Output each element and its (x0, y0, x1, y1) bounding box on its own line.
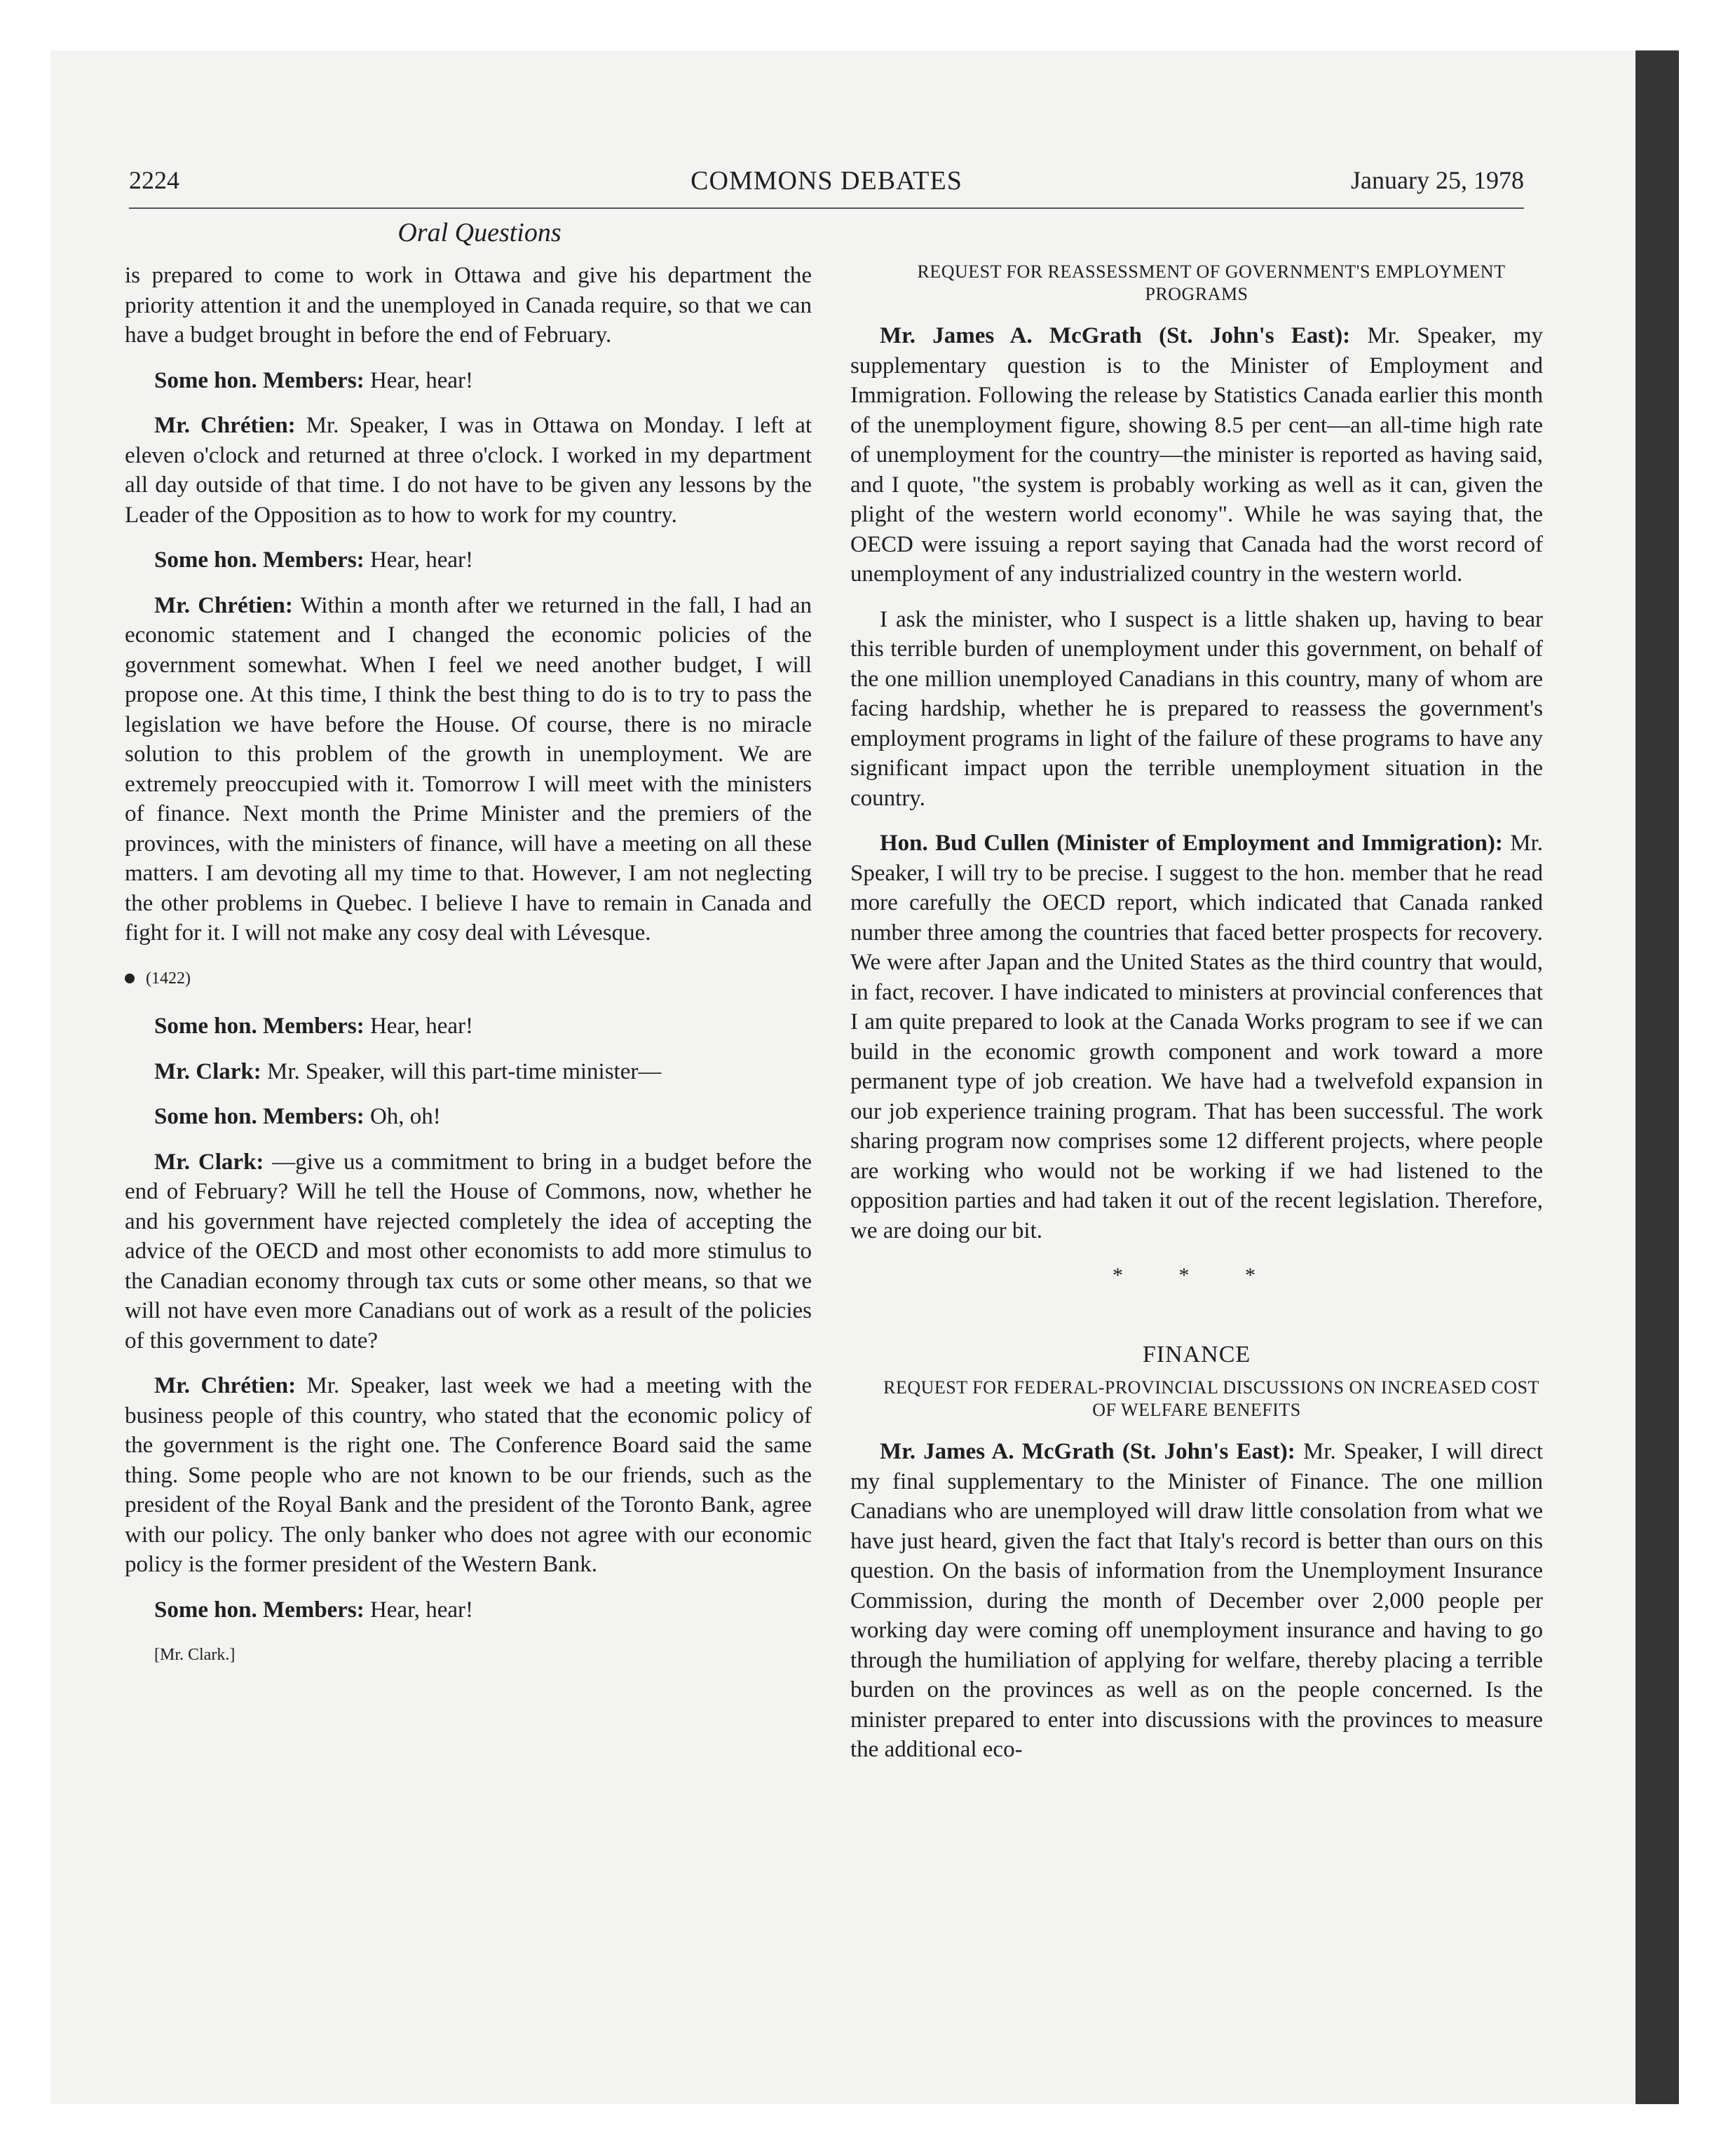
speaker-name: Mr. Clark: (154, 1149, 264, 1175)
speaker-footer-tag: [Mr. Clark.] (154, 1646, 236, 1664)
speaker-name: Mr. Clark: (154, 1058, 261, 1084)
speech-text: Mr. Speaker, last week we had a meeting with the business people of this country, who stated that the economic policy of the government is the right one. The Conference Board said the same thing. Some people who are not known to be our friends, such as the president of the Royal Bank and the president of the Toronto Bank, agree with our policy. The only banker who does not agree with our economic policy is the former president of the Western Bank. (125, 1373, 812, 1577)
right-column (850, 261, 1543, 1780)
speaker-name: Mr. Chrétien: (154, 413, 296, 438)
section-divider: * * * (1113, 1264, 1281, 1287)
speech-text: Mr. Speaker, I will try to be precise. I suggest to the hon. member that he read more carefully the OECD report, which indicated that Canada ranked number three among the countries that faced better prospects for recovery. We were after Japan and the United States as the third country that would, in fact, recover. I have indicated to ministers at provincial conferences that I am quite prepared to look at the Canada Works program to see if we can build in the economic growth component and work toward a more permanent type of job creation. We have had a twelvefold expansion in our job experience training program. That has been successful. The work sharing program now comprises some 12 different projects, where people are working who would not be working if we had listened to the opposition parties and had taken it out of the recent legislation. Therefore, we are doing our bit. (850, 831, 1544, 1243)
speaker-name: Mr. James A. McGrath (St. John's East): (880, 323, 1351, 348)
paragraph (125, 591, 812, 948)
speech-text: Oh, oh! (364, 1104, 441, 1129)
speaker-name: Some hon. Members: (154, 547, 365, 573)
speech-text: Hear, hear! (364, 367, 474, 393)
scan-edge-bar (1635, 50, 1679, 2104)
speaker-name: Some hon. Members: (154, 367, 365, 393)
speaker-name: Mr. Chrétien: (154, 592, 293, 618)
speech-text: Mr. Speaker, will this part-time minister— (261, 1058, 662, 1084)
paragraph (850, 1437, 1543, 1765)
timestamp: (1422) (146, 969, 191, 988)
paragraph (125, 366, 812, 396)
paragraph (125, 1371, 812, 1580)
speaker-name: Mr. James A. McGrath (St. John's East): (880, 1439, 1295, 1464)
paragraph (125, 545, 812, 575)
subheading: REQUEST FOR FEDERAL-PROVINCIAL DISCUSSIONS ON INCREASED COST OF WELFARE BENEFITS (883, 1377, 1539, 1420)
page-date: January 25, 1978 (1351, 166, 1524, 194)
page-header (129, 165, 1524, 209)
paragraph (125, 1102, 812, 1132)
section-heading: FINANCE (1142, 1341, 1251, 1367)
speech-text: Hear, hear! (364, 547, 474, 573)
paragraph (125, 1147, 812, 1356)
paragraph: is prepared to come to work in Ottawa and give his department the priority attention it and the unemployed in Canada require, so that we can have a budget brought in before the end of February. (125, 263, 812, 348)
paragraph (125, 1011, 812, 1042)
publication-title: COMMONS DEBATES (690, 166, 962, 196)
paragraph (125, 411, 812, 530)
speech-text: Mr. Speaker, my supplementary question is to the Minister of Employment and Immigration. Following the release by Statistics Canada earlier this month of the unemployment figure, showing 8.5 per cent—an all-time high rate of unemployment for the country—the minister is reported as having said, and I quote, "the system is probably working as well as it can, given the plight of the western world economy". While he was saying that, the OECD were issuing a report saying that Canada had the worst record of unemployment of any industrialized country in the western world. (850, 323, 1543, 587)
speech-text: Mr. Speaker, I was in Ottawa on Monday. I left at eleven o'clock and returned at three o'clock. I worked in my department all day outside of that time. I do not have to be given any lessons by the Leader of the Opposition as to how to work for my country. (125, 413, 812, 528)
speech-text: Hear, hear! (364, 1014, 474, 1039)
speech-text: —give us a commitment to bring in a budget before the end of February? Will he tell the House of Commons, now, whether he and his government have rejected completely the idea of accepting the advice of the OECD and most other economists to add more stimulus to the Canadian economy through tax cuts or some other means, so that we will not have even more Canadians out of work as a result of the policies of this government to date? (125, 1149, 812, 1353)
left-column (125, 261, 812, 1686)
speech-text: Within a month after we returned in the fall, I had an economic statement and I changed the economic policies of the government somewhat. When I feel we need another budget, I will propose one. At this time, I think the best thing to do is to try to pass the legislation we have before the House. Of course, there is no miracle solution to this problem of the growth in unemployment. We are extremely preoccupied with it. Tomorrow I will meet with the ministers of finance. Next month the Prime Minister and the premiers of the provinces, with the ministers of finance, will have a meeting on all these matters. I am devoting all my time to that. However, I am not neglecting the other problems in Quebec. I believe I have to remain in Canada and fight for it. I will not make any cosy deal with Lévesque. (125, 592, 812, 946)
paragraph (125, 1057, 812, 1087)
speaker-name: Some hon. Members: (154, 1597, 365, 1623)
speaker-name: Mr. Chrétien: (154, 1373, 297, 1398)
bullet-icon (125, 974, 135, 983)
speaker-name: Some hon. Members: (154, 1104, 365, 1129)
paragraph (850, 828, 1543, 1246)
speaker-name: Hon. Bud Cullen (Minister of Employment and Immigration): (880, 831, 1503, 856)
paragraph (125, 1595, 812, 1625)
paragraph (850, 321, 1543, 589)
timestamp-marker (125, 964, 812, 994)
speech-text: Mr. Speaker, I will direct my final supplementary to the Minister of Finance. The one million Canadians who are unemployed will draw little consolation from what we have just heard, given the fact that Italy's record is better than ours on this question. On the basis of information from the Unemployment Insurance Commission, during the month of December over 2,000 people per working day were coming off unemployment insurance and having to go through the humiliation of applying for welfare, thereby placing a terrible burden on the provinces as well as on the people concerned. Is the minister prepared to enter into discussions with the provinces to measure the additional eco- (850, 1439, 1543, 1762)
speech-text: Hear, hear! (364, 1597, 474, 1623)
section-label: Oral Questions (397, 218, 562, 247)
page-number: 2224 (129, 166, 179, 194)
subheading: REQUEST FOR REASSESSMENT OF GOVERNMENT'S EMPLOYMENT PROGRAMS (917, 261, 1506, 304)
paragraph: I ask the minister, who I suspect is a little shaken up, having to bear this terrible burden of unemployment under this government, on behalf of the one million unemployed Canadians in this country, many of whom are facing hardship, whether he is prepared to reassess the government's employment programs in light of the failure of these programs to have any significant impact upon the terrible unemployment situation in the country. (850, 606, 1543, 811)
speaker-name: Some hon. Members: (154, 1014, 365, 1039)
